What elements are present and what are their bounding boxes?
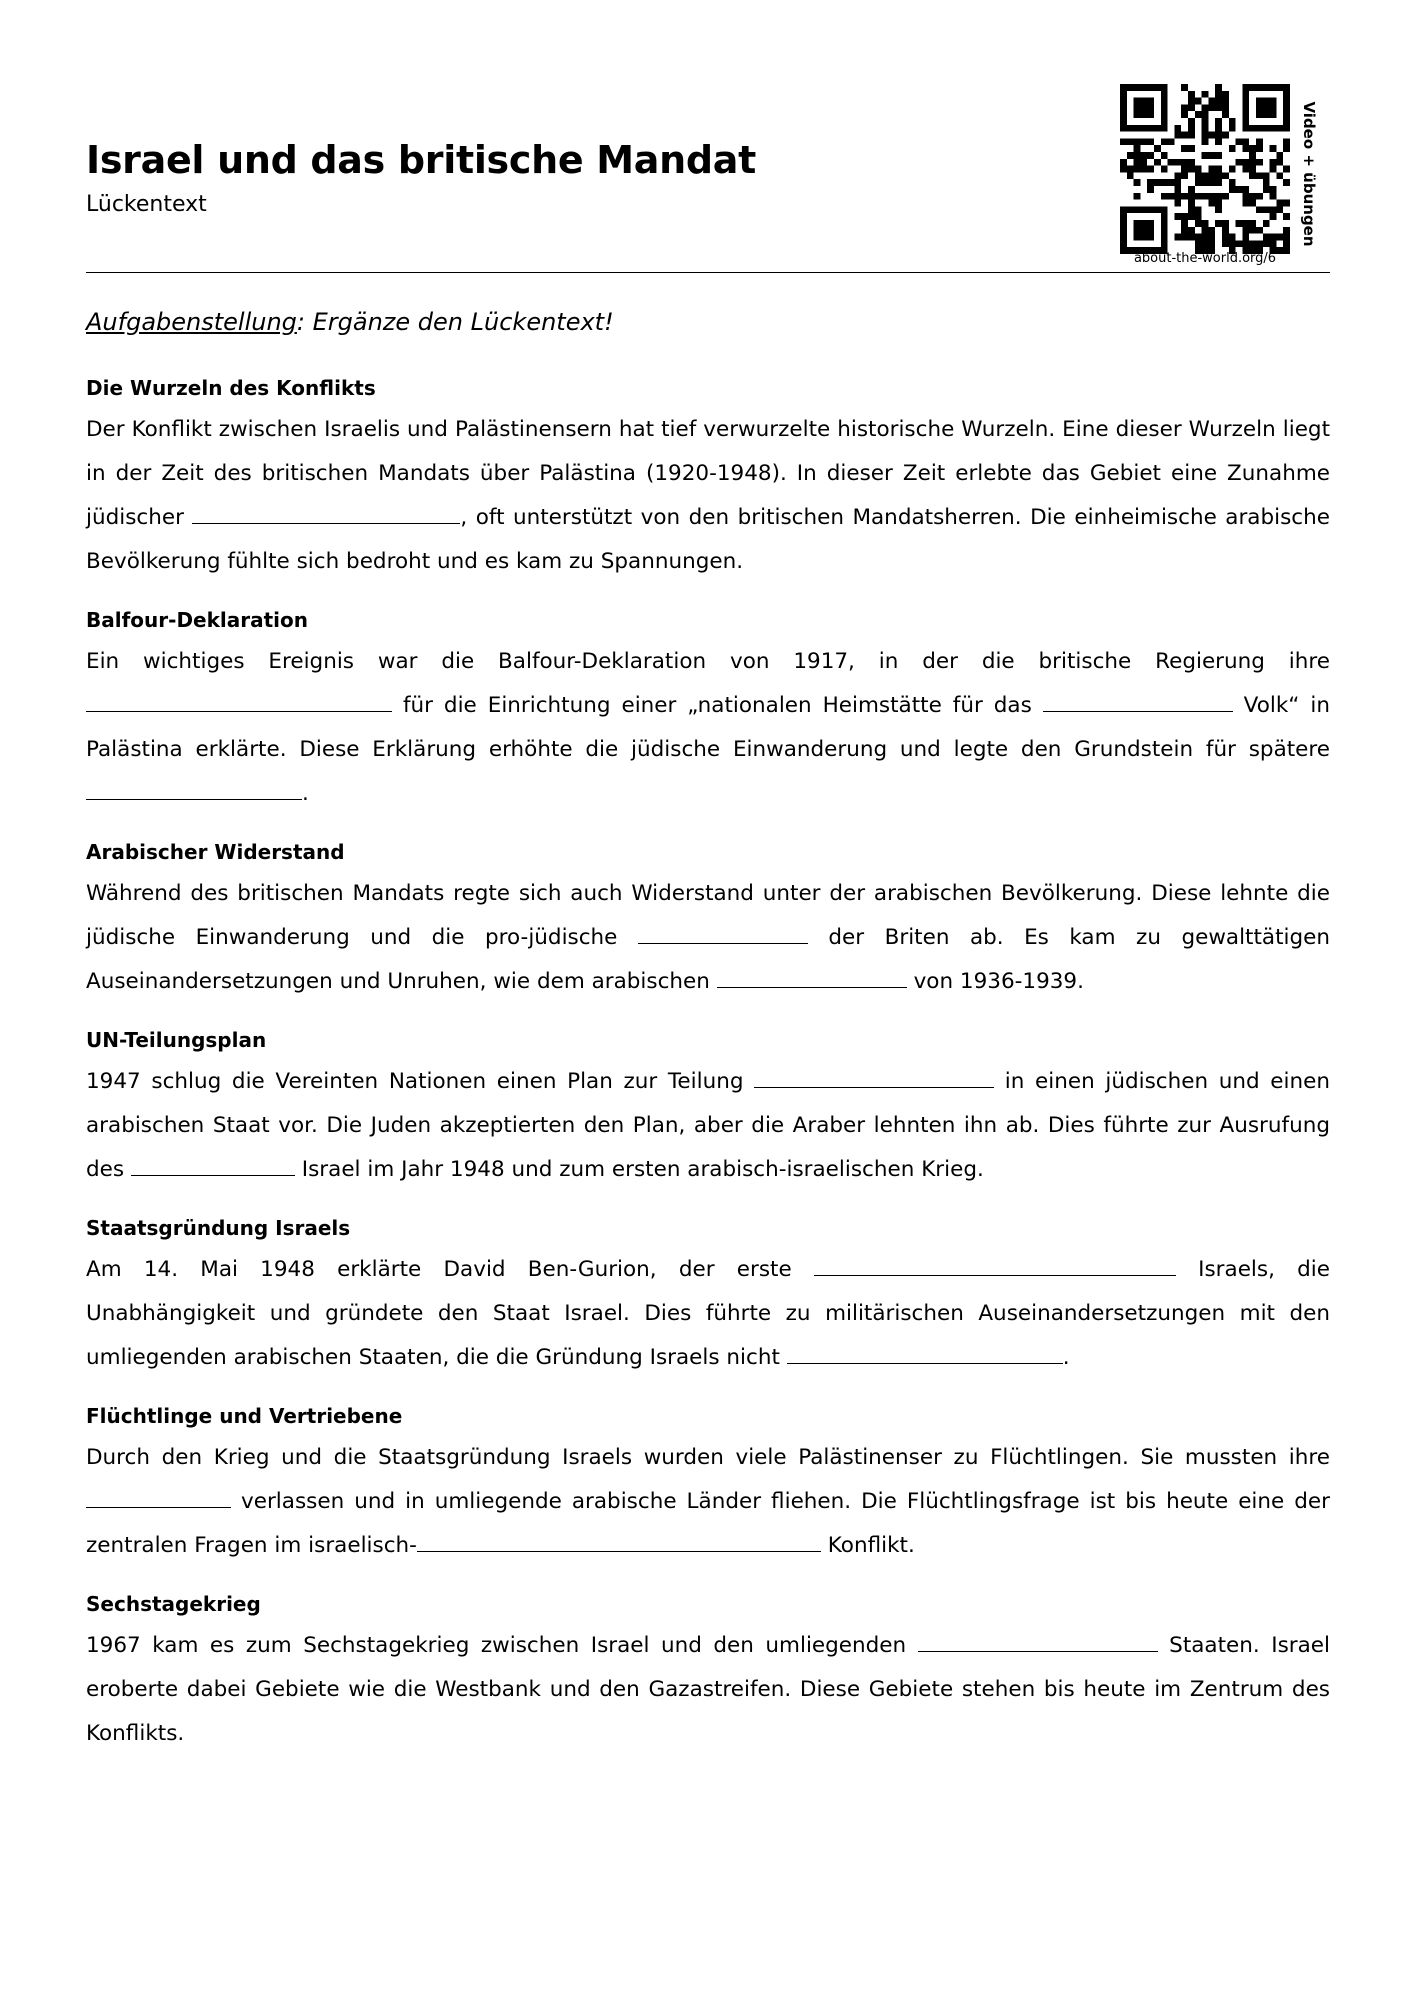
header-divider bbox=[86, 272, 1330, 273]
blank-field[interactable] bbox=[1043, 687, 1233, 712]
section-heading: Arabischer Widerstand bbox=[86, 840, 345, 864]
text-segment: 1947 schlug die Vereinten Nationen einen Plan zur Teilung bbox=[86, 1069, 755, 1094]
blank-field[interactable] bbox=[787, 1339, 1063, 1364]
text-segment: verlassen und in umliegende arabische Länder fliehen. Die Flüchtlingsfrage ist bis heute eine der zentralen Fragen im israelisch- bbox=[86, 1489, 1330, 1558]
section-roots bbox=[86, 368, 1330, 584]
blank-field[interactable] bbox=[638, 919, 808, 944]
section-heading: Die Wurzeln des Konflikts bbox=[86, 376, 376, 400]
text-segment: Am 14. Mai 1948 erklärte David Ben-Gurion, der erste bbox=[86, 1257, 814, 1282]
blank-field[interactable] bbox=[417, 1527, 821, 1552]
qr-caption[interactable]: about-the-world.org/6 bbox=[1133, 251, 1277, 266]
section-text bbox=[86, 640, 1330, 816]
section-text bbox=[86, 1060, 1330, 1192]
text-segment: , oft unterstützt von den britischen Mandatsherren. Die einheimische arabische Bevölkerung fühlte sich bedroht und es kam zu Spannungen. bbox=[86, 505, 1330, 574]
text-segment: . bbox=[1062, 1345, 1070, 1370]
task-text: : Ergänze den Lückentext! bbox=[296, 308, 614, 336]
text-segment: Volk“ in Palästina erklärte. Diese Erklärung erhöhte die jüdische Einwanderung und legte den Grundstein für spätere bbox=[86, 693, 1330, 762]
text-segment: Der Konflikt zwischen Israelis und Palästinensern hat tief verwurzelte historische Wurzeln. Eine dieser Wurzeln liegt in der Zeit des britischen Mandats über Palästina (1920-1948). In dieser Zeit erlebte das Gebiet eine Zunahme jüdischer bbox=[86, 417, 1330, 530]
section-text bbox=[86, 408, 1330, 584]
section-heading: Balfour-Deklaration bbox=[86, 608, 309, 632]
section-six-day-war bbox=[86, 1584, 1330, 1756]
task-instruction bbox=[86, 308, 1330, 336]
text-segment: Israel im Jahr 1948 und zum ersten arabisch-israelischen Krieg. bbox=[294, 1157, 984, 1182]
text-segment: . bbox=[302, 781, 309, 806]
section-balfour bbox=[86, 600, 1330, 816]
blank-field[interactable] bbox=[717, 963, 907, 988]
blank-field[interactable] bbox=[814, 1251, 1176, 1276]
section-heading: UN-Teilungsplan bbox=[86, 1028, 267, 1052]
text-segment: 1967 kam es zum Sechstagekrieg zwischen Israel und den umliegenden bbox=[86, 1633, 918, 1658]
text-segment: von 1936-1939. bbox=[906, 969, 1084, 994]
section-refugees bbox=[86, 1396, 1330, 1568]
section-heading: Flüchtlinge und Vertriebene bbox=[86, 1404, 403, 1428]
blank-field[interactable] bbox=[754, 1063, 994, 1088]
worksheet-body bbox=[86, 308, 1330, 1772]
qr-code[interactable] bbox=[1120, 84, 1290, 254]
text-segment: Durch den Krieg und die Staatsgründung Israels wurden viele Palästinenser zu Flüchtlingen. Sie mussten ihre bbox=[86, 1445, 1330, 1470]
section-arab-resistance bbox=[86, 832, 1330, 1004]
page-subtitle: Lückentext bbox=[86, 192, 207, 217]
text-segment: in einen jüdischen und einen arabischen Staat vor. Die Juden akzeptierten den Plan, aber die Araber lehnten ihn ab. Dies führte zur Ausrufung des bbox=[86, 1069, 1330, 1182]
text-segment: Ein wichtiges Ereignis war die Balfour-Deklaration von 1917, in der die britische Regierung ihre bbox=[86, 649, 1330, 674]
section-text bbox=[86, 872, 1330, 1004]
section-state-founding bbox=[86, 1208, 1330, 1380]
blank-field[interactable] bbox=[86, 1483, 231, 1508]
text-segment: der Briten ab. Es kam zu gewalttätigen Auseinandersetzungen und Unruhen, wie dem arabischen bbox=[86, 925, 1330, 994]
text-segment: Während des britischen Mandats regte sich auch Widerstand unter der arabischen Bevölkerung. Diese lehnte die jüdische Einwanderung und die pro-jüdische bbox=[86, 881, 1330, 950]
text-segment: Staaten. Israel eroberte dabei Gebiete wie die Westbank und den Gazastreifen. Diese Gebiete stehen bis heute im Zentrum des Konflikts. bbox=[86, 1633, 1330, 1746]
section-text bbox=[86, 1436, 1330, 1568]
blank-field[interactable] bbox=[131, 1151, 295, 1176]
text-segment: für die Einrichtung einer „nationalen Heimstätte für das bbox=[392, 693, 1043, 718]
blank-field[interactable] bbox=[86, 687, 392, 712]
text-segment: Israels, die Unabhängigkeit und gründete den Staat Israel. Dies führte zu militärischen Auseinandersetzungen mit den umliegenden arabischen Staaten, die die Gründung Israels nicht bbox=[86, 1257, 1330, 1370]
blank-field[interactable] bbox=[918, 1627, 1158, 1652]
video-exercises-label: Video + übungen bbox=[1300, 101, 1318, 247]
section-text bbox=[86, 1248, 1330, 1380]
worksheet-header bbox=[86, 80, 1330, 274]
blank-field[interactable] bbox=[86, 775, 302, 800]
section-heading: Staatsgründung Israels bbox=[86, 1216, 351, 1240]
blank-field[interactable] bbox=[192, 499, 460, 524]
section-heading: Sechstagekrieg bbox=[86, 1592, 261, 1616]
section-text bbox=[86, 1624, 1330, 1756]
section-un-partition bbox=[86, 1020, 1330, 1192]
task-label: Aufgabenstellung bbox=[86, 308, 297, 336]
page-title: Israel und das britische Mandat bbox=[86, 138, 756, 182]
text-segment: Konflikt. bbox=[820, 1533, 915, 1558]
